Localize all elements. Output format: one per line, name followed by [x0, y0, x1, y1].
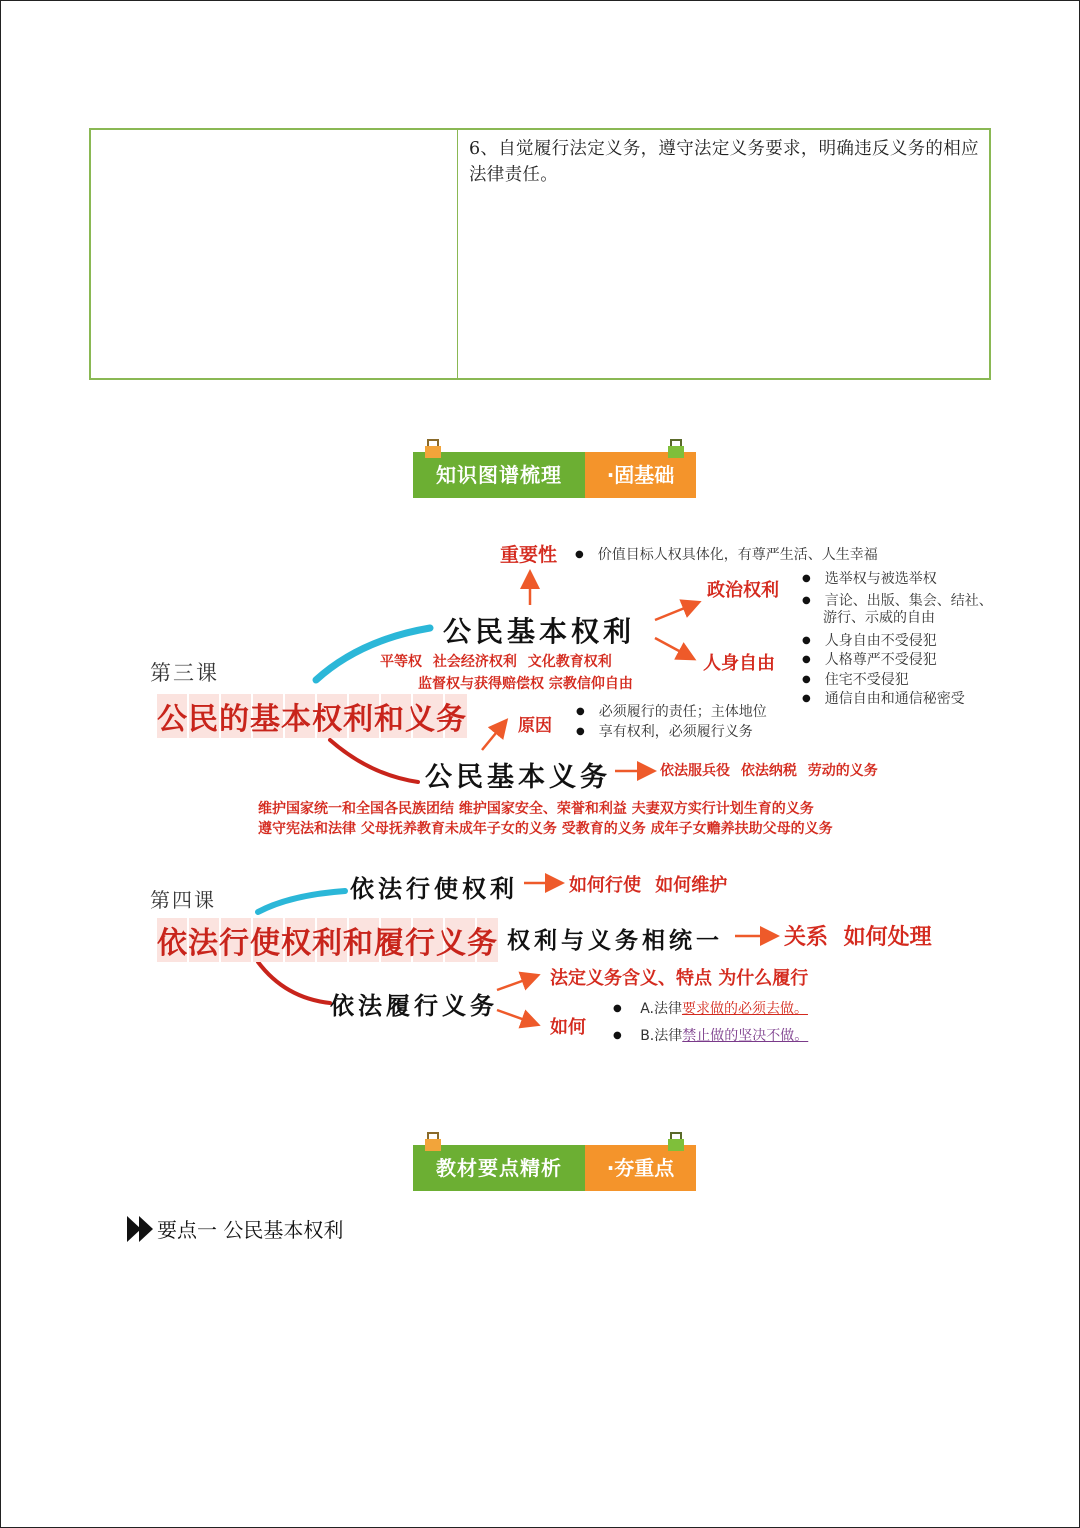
lesson4-title: 依法行使权利和履行义务 [157, 918, 498, 962]
lesson3-title: 公民的基本权利和义务 [157, 694, 467, 738]
personal-item: ● 住宅不受侵犯 [802, 669, 909, 689]
unity-label: 权利与义务相统一 [507, 927, 723, 954]
arrow-meaning [497, 976, 536, 990]
other-rights-line2: 监督权与获得赔偿权 宗教信仰自由 [418, 676, 633, 692]
arrow-personal [655, 638, 692, 658]
lesson3-label: 第三课 [150, 661, 219, 685]
binder-clip-icon [423, 1131, 443, 1151]
duties-line2: 遵守宪法和法律 父母抚养教育未成年子女的义务 受教育的义务 成年子女赡养扶助父母的义务 [258, 821, 833, 837]
banner-green-label: 教材要点精析 [413, 1145, 585, 1191]
unity-items: 关系 如何处理 [784, 925, 932, 950]
meaning-items: 法定义务含义、特点 为什么履行 [550, 968, 809, 989]
banner-orange-label: ·夯重点 [585, 1145, 696, 1191]
importance-label: 重要性 [500, 544, 558, 566]
key-point-label: 要点一 公民基本权利 [157, 1218, 344, 1242]
duties-line1: 维护国家统一和全国各民族团结 维护国家安全、荣誉和利益 夫妻双方实行计划生育的义务 [258, 801, 814, 817]
arrow-how [497, 1010, 536, 1024]
swoosh-cyan-2 [258, 891, 345, 912]
how-label: 如何 [550, 1017, 586, 1038]
importance-note: ● 价值目标人权具体化，有尊严生活、人生幸福 [575, 544, 878, 564]
key-points-banner [413, 1145, 696, 1191]
direct-duties: 依法服兵役 依法纳税 劳动的义务 [660, 763, 878, 779]
table-cell-text: 6、自觉履行法定义务，遵守法定义务要求，明确违反义务的相应法律责任。 [469, 139, 979, 185]
fulfill-duties-label: 依法履行义务 [330, 991, 498, 1020]
political-item: ● 选举权与被选举权 [802, 568, 937, 588]
banner-orange-label: ·固基础 [585, 452, 696, 498]
how-b-prefix: B.法律 [640, 1028, 683, 1044]
personal-item: ● 人身自由不受侵犯 [802, 630, 937, 650]
reason-item: ● 享有权利，必须履行义务 [576, 721, 753, 741]
swoosh-red-2 [258, 962, 330, 1003]
banner-green-label: 知识图谱梳理 [413, 452, 585, 498]
other-rights-line1: 平等权 社会经济权利 文化教育权利 [380, 654, 612, 670]
exercise-items: 如何行使 如何维护 [569, 875, 728, 896]
how-b-text: 禁止做的坚决不做。 [682, 1028, 809, 1044]
arrow-reason [482, 722, 505, 750]
double-arrow-icon [127, 1216, 155, 1247]
how-a-text: 要求做的必须去做。 [681, 1001, 808, 1017]
personal-item: ● 人格尊严不受侵犯 [802, 649, 937, 669]
political-rights-label: 政治权利 [707, 580, 779, 601]
exercise-rights-label: 依法行使权利 [350, 874, 518, 903]
personal-freedom-label: 人身自由 [703, 653, 775, 674]
key-point-heading [127, 1214, 343, 1247]
reason-label: 原因 [518, 716, 552, 736]
lesson4-label: 第四课 [150, 888, 216, 912]
binder-clip-icon [666, 1131, 686, 1151]
basic-duties-label: 公民基本义务 [425, 762, 611, 793]
how-item-b [613, 1025, 808, 1045]
personal-item: ● 通信自由和通信秘密受 [802, 688, 965, 708]
swoosh-red [330, 740, 418, 782]
how-item-a [613, 998, 808, 1018]
reason-item: ● 必须履行的责任；主体地位 [576, 701, 767, 721]
how-a-prefix: A.法律 [640, 1001, 682, 1017]
political-item: 游行、示威的自由 [823, 610, 935, 626]
political-item: ● 言论、出版、集会、结社、 [802, 590, 993, 610]
arrow-political [655, 603, 697, 620]
basic-rights-label: 公民基本权利 [443, 615, 636, 648]
